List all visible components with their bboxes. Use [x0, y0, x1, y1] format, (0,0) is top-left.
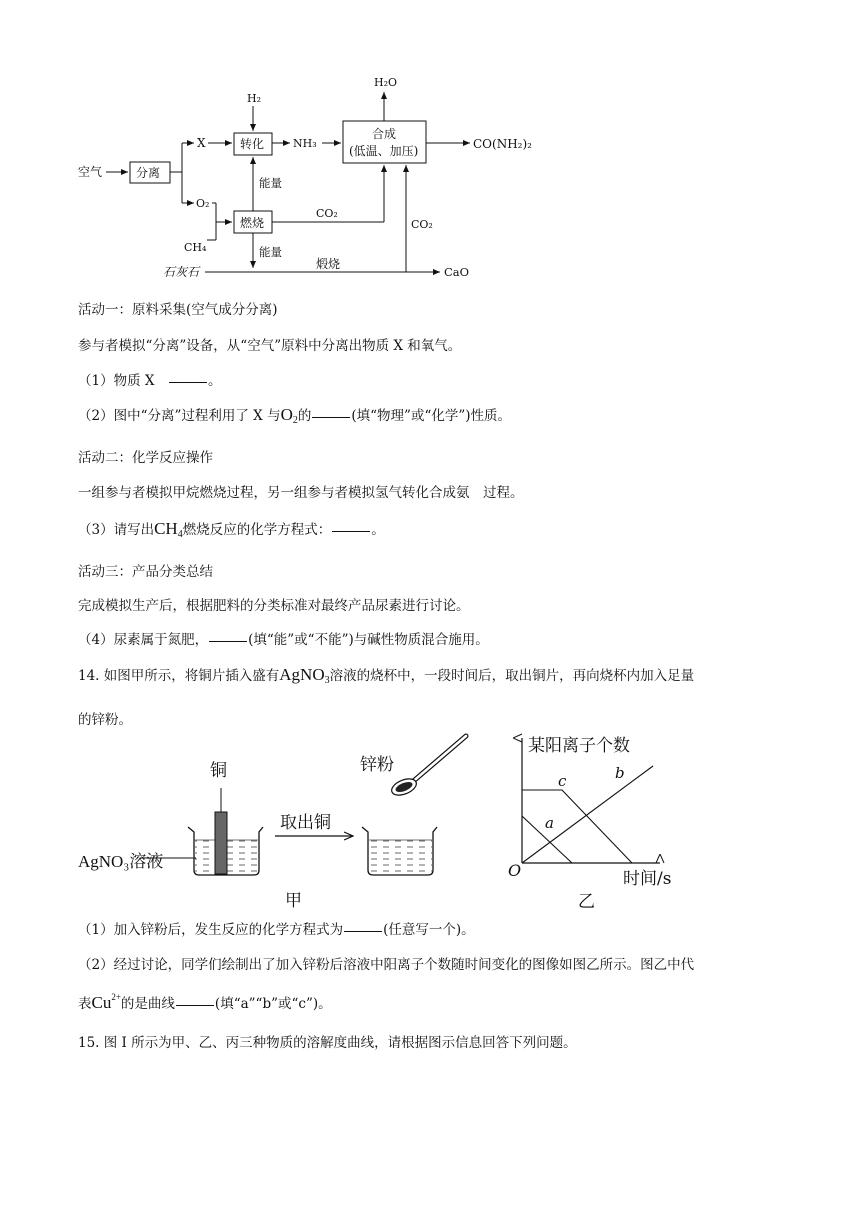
problem-14-question-1: （1）加入锌粉后，发生反应的化学方程式为 (任意写一个)。 [78, 922, 475, 938]
question-4: （4）尿素属于氮肥， (填“能”或“不能”)与碱性物质混合施用。 [78, 632, 489, 648]
h2-label: H₂ [247, 92, 262, 105]
answer-blank [312, 416, 350, 418]
agno3-solution-label: AgNO₃溶液 [78, 852, 164, 871]
answer-blank [176, 1004, 214, 1006]
take-out-copper-label: 取出铜 [280, 813, 331, 833]
process-flowchart [0, 60, 600, 290]
answer-blank [169, 381, 207, 383]
question-2: （2）图中“分离”过程利用了 X 与$O_2$的 (填“物理”或“化学”)性质。 [78, 405, 512, 426]
question-3: （3）请写出$CH_4$燃烧反应的化学方程式： 。 [78, 519, 385, 540]
urea-label: CO(NH₂)₂ [473, 137, 532, 151]
calcine-label: 煅烧 [316, 257, 341, 271]
problem-15: 15. 图 I 所示为甲、乙、丙三种物质的溶解度曲线，请根据图示信息回答下列问题。 [78, 1035, 577, 1051]
problem-14-question-2-line-2: 表$Cu^{2+}$的是曲线 (填“a”“b”或“c”)。 [78, 992, 332, 1012]
curve-b-label: b [615, 764, 625, 782]
problem-14-question-2-line-1: （2）经过讨论，同学们绘制出了加入锌粉后溶液中阳离子个数随时间变化的图像如图乙所示。图乙中代 [78, 957, 695, 973]
activity-2-desc: 一组参与者模拟甲烷燃烧过程，另一组参与者模拟氢气转化合成氨 过程。 [78, 485, 524, 501]
x-label: X [197, 136, 206, 150]
copper-strip [215, 812, 227, 874]
activity-3-desc: 完成模拟生产后，根据肥料的分类标准对最终产品尿素进行讨论。 [78, 598, 470, 614]
origin-label: O [508, 861, 522, 880]
zinc-powder-label: 锌粉 [360, 755, 394, 775]
figure-yi-graph [500, 728, 690, 918]
curve-a-label: a [545, 814, 554, 832]
figure-jia [70, 730, 490, 915]
synth-box-label-2: (低温、加压) [349, 144, 419, 158]
co2-label-calcine: CO₂ [411, 218, 433, 231]
synth-box-label-1: 合成 [372, 127, 397, 141]
right-beaker [362, 827, 437, 875]
answer-blank [344, 930, 382, 932]
answer-blank [332, 530, 370, 532]
y-axis-label: 某阳离子个数 [528, 736, 630, 756]
o2-label: O₂ [196, 197, 210, 210]
problem-14-line-2: 的锌粉。 [78, 712, 132, 728]
copper-label: 铜 [210, 761, 227, 781]
curve-b [522, 766, 653, 863]
problem-14-line-1: 14. 如图甲所示，将铜片插入盛有AgNO$_3$溶液的烧杯中，一段时间后，取出铜片，再向烧杯内加入足量 [78, 665, 695, 686]
ch4-label: CH₄ [184, 241, 207, 254]
energy-label-bottom: 能量 [259, 245, 282, 259]
convert-box-label: 转化 [240, 137, 265, 151]
nh3-label: NH₃ [293, 137, 317, 150]
curve-c [522, 790, 632, 863]
spoon-icon [389, 736, 466, 798]
cao-label: CaO [444, 265, 470, 279]
energy-label-top: 能量 [259, 176, 282, 190]
caption-yi: 乙 [578, 892, 595, 912]
air-label: 空气 [78, 165, 103, 179]
activity-1-desc: 参与者模拟“分离”设备，从“空气”原料中分离出物质 X 和氧气。 [78, 338, 462, 354]
co2-label-burn: CO₂ [316, 207, 338, 220]
answer-blank [209, 640, 247, 642]
burn-box-label: 燃烧 [240, 216, 265, 230]
x-axis-label: 时间/s [623, 869, 672, 889]
caption-jia: 甲 [285, 891, 302, 911]
activity-1-title: 活动一：原料采集(空气成分分离) [78, 302, 278, 318]
h2o-label: H₂O [374, 76, 398, 89]
activity-2-title: 活动二：化学反应操作 [78, 450, 213, 466]
curve-c-label: c [558, 772, 567, 790]
activity-3-title: 活动三：产品分类总结 [78, 564, 213, 580]
separate-box-label: 分离 [136, 166, 161, 180]
limestone-label: 石灰石 [163, 265, 200, 279]
question-1: （1）物质 X 。 [78, 373, 222, 389]
